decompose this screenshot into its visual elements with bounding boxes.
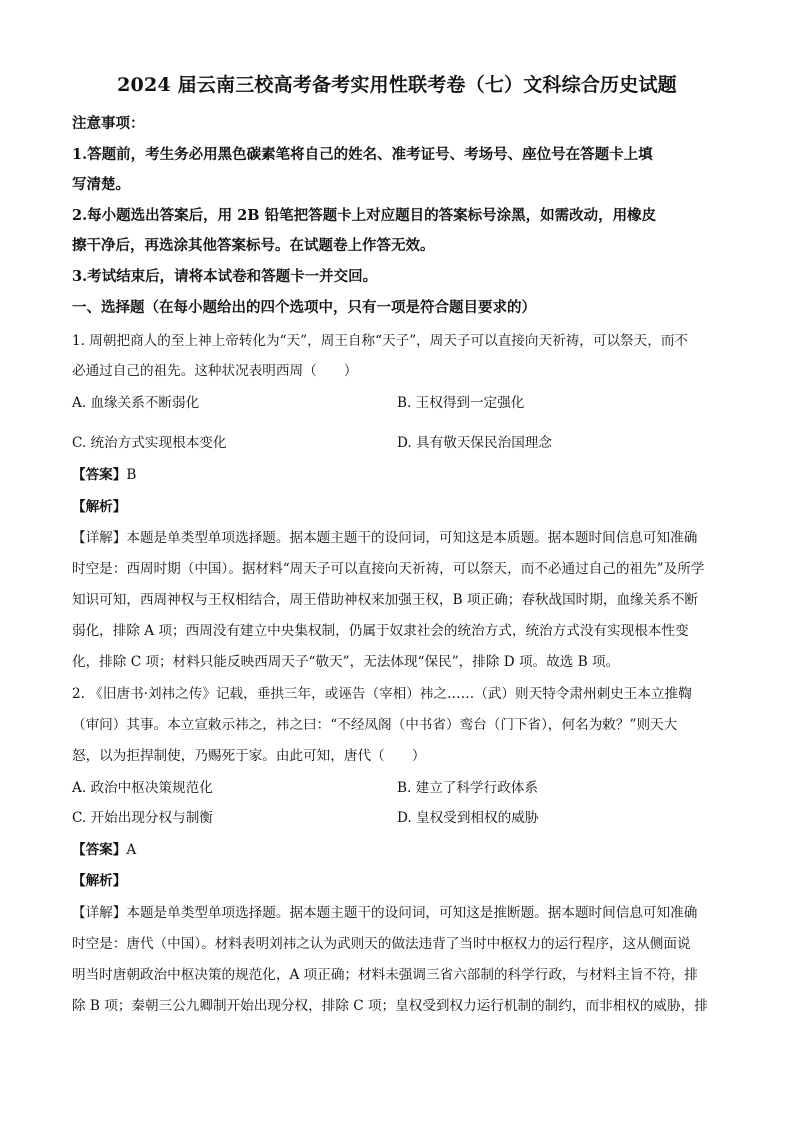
question-2-detail: 【详解】本题是单类型单项选择题。据本题主题干的设问词，可知这是推断题。据本题时间信息可知准确 — [72, 905, 698, 921]
question-1-stem: 必通过自己的祖先。这种状况表明西周（ ） — [72, 363, 358, 379]
question-2-stem: 2. 《旧唐书·刘祎之传》记载，垂拱三年，或诬告（宰相）祎之……（武）则天特令肃州刺史王本立推鞫 — [72, 686, 692, 702]
exam-title: 2024 届云南三校高考备考实用性联考卷（七）文科综合历史试题 — [117, 74, 677, 96]
answer-label: 【答案】 — [72, 842, 127, 858]
question-1-detail: 【详解】本题是单类型单项选择题。据本题主题干的设问词，可知这是本质题。据本题时间信息可知准确 — [72, 530, 698, 546]
question-2-option-d: D. 皇权受到相权的威胁 — [397, 810, 539, 826]
notice-line: 3.考试结束后，请将本试卷和答题卡一并交回。 — [72, 268, 378, 285]
question-2-answer — [72, 838, 732, 858]
question-2-stem: （审问）其事。本立宣敕示祎之，祎之曰：“不经凤阁（中书省）鸾台（门下省），何名为敕？”则天大 — [72, 717, 678, 733]
question-1-detail: 弱化，排除 A 项；西周没有建立中央集权制，仍属于奴隶社会的统治方式，统治方式没有实现根本性变 — [72, 623, 689, 639]
question-2-detail: 时空是：唐代（中国）。材料表明刘祎之认为武则天的做法违背了当时中枢权力的运行程序，这从侧面说 — [72, 936, 691, 952]
question-1-answer — [72, 463, 732, 483]
notice-line: 写清楚。 — [72, 176, 130, 193]
notice-heading: 注意事项： — [72, 115, 145, 132]
question-1-stem: 1. 周朝把商人的至上神上帝转化为“天”，周王自称“天子”，周天子可以直接向天祈祷，可以祭天，而不 — [72, 333, 689, 349]
question-1-option-a: A. 血缘关系不断弱化 — [72, 395, 200, 411]
question-2-analysis-label — [72, 869, 732, 889]
notice-line: 擦干净后，再选涂其他答案标号。在试题卷上作答无效。 — [72, 237, 435, 254]
question-1-detail: 知识可知，西周神权与王权相结合，周王借助神权来加强王权，B 项正确；春秋战国时期，血缘关系不断 — [72, 592, 699, 608]
answer-value: B — [126, 467, 137, 483]
question-1-option-c: C. 统治方式实现根本变化 — [72, 435, 227, 451]
notice-line: 1.答题前，考生务必用黑色碳素笔将自己的姓名、准考证号、考场号、座位号在答题卡上填 — [72, 146, 653, 163]
answer-label: 【答案】 — [72, 467, 127, 483]
notice-line: 2.每小题选出答案后，用 2B 铅笔把答题卡上对应题目的答案标号涂黑，如需改动，用橡皮 — [72, 207, 657, 224]
analysis-label: 【解析】 — [72, 873, 127, 889]
question-2-detail: 除 B 项；秦朝三公九卿制开始出现分权，排除 C 项；皇权受到权力运行机制的制约，而非相权的威胁，排 — [72, 998, 708, 1014]
question-1-option-d: D. 具有敬天保民治国理念 — [397, 435, 552, 451]
question-2-option-b: B. 建立了科学行政体系 — [397, 780, 538, 796]
question-1-detail: 化，排除 C 项；材料只能反映西周天子“敬天”，无法体现“保民”，排除 D 项。故选 B 项。 — [72, 654, 620, 670]
question-1-analysis-label — [72, 495, 732, 515]
question-1-detail: 时空是：西周时期（中国）。据材料“周天子可以直接向天祈祷，可以祭天，而不必通过自己的祖先”及所学 — [72, 561, 705, 577]
question-2-option-a: A. 政治中枢决策规范化 — [72, 780, 213, 796]
section-heading: 一、选择题（在每小题给出的四个选项中，只有一项是符合题目要求的） — [72, 299, 536, 316]
question-1-option-b: B. 王权得到一定强化 — [397, 395, 525, 411]
analysis-label: 【解析】 — [72, 499, 127, 515]
question-2-stem: 怒，以为拒捍制使，乃赐死于家。由此可知，唐代（ ） — [72, 748, 426, 764]
question-2-option-c: C. 开始出现分权与制衡 — [72, 810, 213, 826]
answer-value: A — [126, 842, 137, 858]
question-2-detail: 明当时唐朝政治中枢决策的规范化，A 项正确；材料未强调三省六部制的科学行政，与材料主旨不符，排 — [72, 967, 698, 983]
